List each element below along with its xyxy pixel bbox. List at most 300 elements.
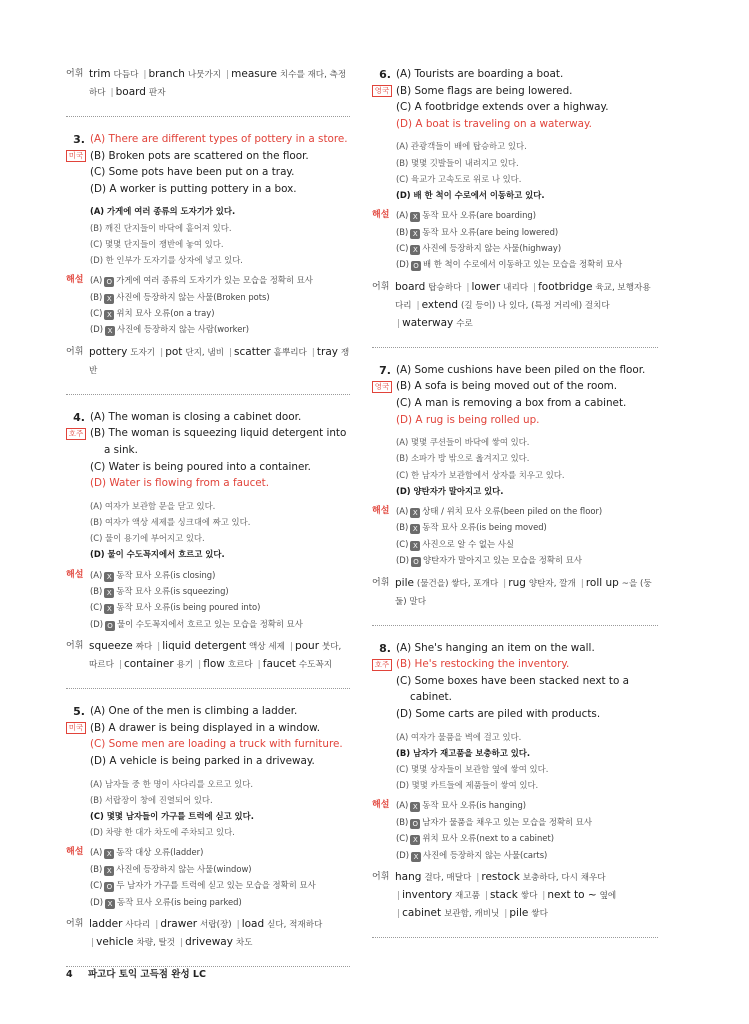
vocab-term: lower	[471, 280, 501, 293]
vocab-term: flow	[203, 658, 225, 671]
vocab-term: branch	[148, 68, 185, 80]
explanation-line	[396, 240, 658, 256]
page-number: 4	[66, 969, 73, 980]
translation: (D) 몇몇 카트들에 제품들이 쌓여 있다.	[396, 780, 539, 791]
explanation-text: 동작 묘사 오류(is being moved)	[422, 522, 547, 533]
vocab-separator: |	[397, 317, 401, 329]
vocab-separator: |	[397, 890, 401, 902]
question-block	[372, 66, 658, 333]
question-options	[66, 703, 350, 769]
option: (B) The woman is squeezing liquid detergent into a sink.	[90, 427, 347, 456]
vocab-term: squeeze	[89, 640, 133, 653]
explanation-lines	[396, 797, 658, 863]
option: (B) Broken pots are scattered on the floor.	[90, 149, 309, 162]
explanation-head: 해설	[66, 569, 84, 580]
vocab-separator: |	[542, 890, 546, 902]
vocab-head: 어휘	[372, 281, 390, 292]
vocab-term: pile	[395, 576, 414, 589]
vocab-body	[395, 575, 658, 611]
explanation-option: (D)	[396, 259, 409, 270]
question-block	[66, 131, 350, 380]
vocab-separator: |	[160, 346, 164, 358]
translation: (D) 한 인부가 도자기를 상자에 넣고 있다.	[90, 254, 243, 265]
answer-option: (D) A rug is being rolled up.	[396, 413, 540, 426]
vocab-meaning: 탑승하다	[428, 282, 462, 293]
wrong-mark-icon: X	[410, 508, 420, 518]
vocab-term: hang	[395, 871, 422, 884]
explanation-text: 위치 묘사 오류(on a tray)	[116, 308, 215, 318]
translation-list	[90, 776, 350, 841]
explanation-line	[90, 894, 350, 910]
translation: (B) 소파가 방 밖으로 옮겨지고 있다.	[396, 453, 530, 464]
explanation-option: (D)	[90, 618, 103, 629]
wrong-mark-icon: X	[104, 866, 114, 876]
vocab-separator: |	[580, 577, 584, 589]
question-vocab	[66, 638, 350, 674]
option-list	[90, 703, 350, 769]
vocab-term: container	[123, 658, 174, 671]
explanation-option: (D)	[396, 849, 409, 860]
correct-mark-icon: O	[410, 819, 420, 829]
divider	[66, 688, 350, 689]
vocab-term: pour	[294, 640, 320, 653]
explanation-text: 동작 묘사 오류(are being lowered)	[422, 226, 559, 237]
translation: (A) 남자들 중 한 명이 사다리를 오르고 있다.	[90, 778, 254, 789]
explanation-option: (C)	[90, 602, 103, 613]
explanation-option: (A)	[90, 275, 103, 286]
vocab-meaning: 치수를 재다, 측정하다	[89, 70, 347, 98]
vocab-meaning: 액상 세제	[248, 642, 285, 653]
vocab-term: restock	[481, 871, 520, 884]
explanation-text: 사진으로 알 수 없는 사실	[422, 538, 514, 549]
question-number: 3.	[73, 133, 85, 146]
explanation-text: 두 남자가 가구를 트럭에 싣고 있는 모습을 정확히 묘사	[116, 880, 316, 891]
explanation-option: (D)	[90, 896, 103, 907]
wrong-mark-icon: X	[410, 835, 420, 845]
explanation-text: 동작 묘사 오류(is closing)	[116, 569, 216, 580]
vocab-head: 어휘	[372, 577, 390, 588]
vocab-meaning: 도자기	[130, 347, 156, 358]
vocab-term: pile	[509, 907, 529, 920]
vocab-separator: |	[466, 281, 470, 293]
explanation-text: 사진에 등장하지 않는 사물(highway)	[422, 243, 562, 253]
wrong-mark-icon: X	[105, 326, 115, 336]
vocab-meaning: 차량, 탈것	[136, 938, 176, 949]
vocab-term: next to ~	[547, 889, 597, 902]
vocab-separator: |	[484, 890, 488, 902]
translation-list	[396, 138, 658, 203]
explanation-option: (B)	[90, 586, 103, 596]
vocab-meaning: ~을 (둥둘) 말다	[395, 578, 652, 607]
explanation-text: 남자가 물품을 채우고 있는 모습을 정확히 묘사	[422, 816, 592, 827]
vocab-term: measure	[231, 68, 277, 80]
vocab-separator: |	[180, 937, 184, 949]
vocab-term: liquid detergent	[162, 640, 247, 653]
explanation-text: 사진에 등장하지 않는 사물(window)	[116, 863, 252, 874]
translation: (B) 깨진 단지들이 바닥에 흩어져 있다.	[90, 222, 232, 233]
accent-badge: 영국	[372, 381, 392, 393]
wrong-mark-icon: X	[410, 524, 420, 534]
option: (B) A drawer is being displayed in a window.	[90, 721, 321, 734]
vocab-head: 어휘	[66, 641, 84, 652]
question-vocab	[66, 916, 350, 952]
explanation-head: 해설	[66, 847, 84, 858]
vocab-body	[89, 916, 350, 952]
vocab-term: waterway	[402, 316, 454, 329]
explanation-line	[396, 503, 658, 519]
correct-mark-icon: O	[104, 277, 114, 287]
answer-option: (D) A boat is traveling on a waterway.	[396, 117, 592, 130]
translation: (C) 물이 용기에 부어지고 있다.	[90, 533, 205, 544]
explanation-line	[396, 552, 658, 568]
vocab-meaning: (물건을) 쌓다, 포개다	[416, 578, 499, 589]
explanation-text: 물이 수도꼭지에서 흐르고 있는 모습을 정확히 묘사	[116, 618, 303, 629]
explanation-option: (D)	[90, 324, 103, 335]
explanation-option: (B)	[396, 226, 409, 237]
explanation-line	[90, 599, 350, 615]
vocab-meaning: 판자	[148, 88, 166, 98]
option: (A) Tourists are boarding a boat.	[396, 68, 564, 80]
translation: (B) 남자가 재고품을 보충하고 있다.	[396, 747, 531, 758]
vocab-meaning: 다듬다	[113, 70, 139, 80]
translation-list	[396, 434, 658, 499]
explanation-line	[90, 305, 350, 321]
explanation-line	[90, 616, 350, 632]
vocab-term: tray	[316, 345, 338, 358]
option: (C) Some boxes have been stacked next to a cabinet.	[396, 674, 630, 704]
option-list	[396, 66, 658, 132]
page-footer	[66, 966, 206, 980]
vocab-separator: |	[118, 659, 122, 671]
explanation-text: 위치 묘사 오류(next to a cabinet)	[422, 833, 554, 844]
explanation-text: 동작 묘사 오류(are boarding)	[422, 210, 537, 221]
divider	[372, 625, 658, 626]
vocab-meaning: 육교, 보행자용 다리	[395, 282, 651, 311]
vocab-meaning: 차도	[235, 938, 253, 949]
option: (D) A vehicle is being parked in a driveway.	[90, 755, 315, 767]
explanation-lines	[396, 503, 658, 569]
vocab-term: scatter	[234, 345, 271, 358]
answer-option: (C) Some men are loading a truck with furniture.	[90, 738, 343, 751]
wrong-mark-icon: X	[104, 604, 114, 614]
explanation-lines	[396, 207, 658, 273]
translation: (A) 관광객들이 배에 탑승하고 있다.	[396, 141, 527, 152]
vocab-term: rug	[508, 576, 526, 589]
vocab-head: 어휘	[66, 69, 84, 79]
vocab-body	[395, 869, 658, 923]
vocab-separator: |	[155, 919, 159, 931]
option-list	[396, 362, 658, 428]
question-number: 4.	[73, 410, 85, 424]
question-vocab	[66, 344, 350, 380]
vocab-term: stack	[489, 889, 518, 902]
wrong-mark-icon: X	[410, 229, 420, 239]
question-number: 5.	[73, 705, 85, 719]
wrong-mark-icon: X	[104, 572, 114, 582]
vocab-meaning: 흩뿌리다	[273, 347, 307, 358]
right-column	[372, 66, 658, 952]
vocab-separator: |	[157, 641, 161, 653]
explanation-text: 사진에 등장하지 않는 사물(carts)	[422, 849, 548, 860]
explanation-line	[90, 567, 350, 583]
vocab-meaning: 서랍(장)	[200, 920, 232, 931]
explanation-lines	[90, 272, 350, 338]
wrong-mark-icon: X	[104, 294, 114, 304]
explanation-option: (A)	[396, 210, 409, 221]
vocab-separator: |	[110, 87, 114, 98]
vocab-separator: |	[504, 908, 508, 920]
option: (A) The woman is closing a cabinet door.	[90, 410, 302, 423]
question-options	[66, 131, 350, 197]
explanation-line	[396, 847, 658, 863]
vocab-separator: |	[503, 577, 507, 589]
wrong-mark-icon: X	[410, 541, 420, 551]
vocab-meaning: 재고품	[455, 891, 480, 902]
translation: (C) 몇몇 상자들이 보관함 옆에 쌓여 있다.	[396, 764, 549, 774]
vocab-meaning: (길 등이) 나 있다, (특정 거리에) 걸치다	[460, 300, 610, 311]
divider	[66, 116, 350, 117]
explanation-text: 동작 묘사 오류(is being parked)	[116, 896, 242, 907]
explanation-line	[396, 536, 658, 552]
explanation-head: 해설	[372, 506, 390, 516]
explanation-option: (B)	[396, 522, 409, 533]
vocab-term: cabinet	[402, 907, 442, 920]
explanation-option: (C)	[396, 538, 409, 549]
vocab-meaning: 보관함, 캐비닛	[444, 909, 500, 920]
explanation-option: (A)	[90, 569, 103, 580]
vocab-head: 어휘	[66, 346, 84, 357]
explanation-line	[396, 256, 658, 272]
explanation-line	[396, 830, 658, 846]
explanation-line	[90, 289, 350, 305]
vocab-term: board	[115, 86, 146, 98]
option: (A) One of the men is climbing a ladder.	[90, 705, 298, 718]
translation: (B) 여자가 액상 세제를 싱크대에 짜고 있다.	[90, 516, 251, 527]
vocab-term: roll up	[585, 576, 619, 589]
question-block	[372, 362, 658, 611]
question-number: 8.	[379, 641, 391, 655]
vocab-term: load	[241, 918, 265, 931]
explanation	[372, 503, 658, 569]
wrong-mark-icon: X	[104, 588, 114, 598]
vocab-term: inventory	[402, 889, 453, 902]
vocab-term: drawer	[160, 918, 198, 931]
vocab-meaning: 수도꼭지	[298, 660, 333, 671]
divider	[372, 347, 658, 348]
explanation-text: 동작 묘사 오류(is hanging)	[422, 800, 527, 811]
translation: (D) 물이 수도꼭지에서 흐르고 있다.	[90, 549, 225, 560]
vocab-meaning: 쌓다	[520, 891, 538, 902]
explanation	[66, 567, 350, 633]
translation: (A) 여자가 물품을 벽에 걸고 있다.	[396, 731, 522, 742]
vocab-term: board	[395, 280, 426, 293]
wrong-mark-icon: X	[104, 310, 114, 320]
explanation-option: (B)	[90, 863, 103, 874]
explanation-line	[396, 207, 658, 223]
correct-mark-icon: O	[105, 621, 115, 631]
vocab-separator: |	[476, 872, 480, 884]
explanation-option: (C)	[90, 308, 103, 318]
vocab-separator: |	[397, 908, 401, 920]
option: (D) A worker is putting pottery in a box.	[90, 182, 297, 195]
explanation-option: (C)	[396, 243, 409, 253]
vocab-separator: |	[311, 346, 315, 358]
explanation-lines	[90, 567, 350, 633]
accent-badge: 미국	[66, 722, 86, 734]
vocab-meaning: 용기	[176, 660, 194, 671]
vocab-head: 어휘	[372, 872, 390, 883]
question-number: 7.	[379, 363, 391, 377]
translation: (C) 육교가 고속도로 위로 나 있다.	[396, 173, 522, 184]
option: (B) A sofa is being moved out of the room.	[396, 380, 618, 393]
translation: (B) 서랍장이 창에 진열되어 있다.	[90, 794, 213, 805]
explanation-option: (A)	[90, 847, 103, 858]
translation: (A) 가게에 여러 종류의 도자기가 있다.	[90, 206, 236, 217]
explanation-option: (A)	[396, 506, 409, 516]
vocab-meaning: 걸다, 매달다	[424, 873, 472, 884]
translation-list	[90, 203, 350, 268]
explanation-option: (B)	[90, 291, 103, 302]
wrong-mark-icon: X	[410, 245, 420, 255]
vocab-meaning: 싣다, 적재하다	[267, 920, 323, 931]
vocab-separator: |	[91, 937, 95, 949]
vocab-meaning: 나뭇가지	[187, 70, 222, 80]
question-vocab	[372, 279, 658, 333]
explanation-line	[396, 797, 658, 813]
vocab-meaning: 사다리	[125, 920, 151, 931]
translation: (B) 몇몇 깃발들이 내려지고 있다.	[396, 157, 519, 168]
explanation-text: 동작 대상 오류(ladder)	[116, 847, 204, 858]
answer-option: (B) He's restocking the inventory.	[396, 658, 570, 671]
translation-list	[90, 498, 350, 563]
option: (C) A footbridge extends over a highway.	[396, 101, 609, 114]
correct-mark-icon: O	[104, 882, 114, 892]
explanation-lines	[90, 844, 350, 910]
accent-badge: 미국	[66, 150, 86, 162]
vocab-separator: |	[226, 69, 230, 80]
vocab-meaning: 내리다	[503, 282, 529, 293]
option: (C) Some pots have been put on a tray.	[90, 166, 295, 179]
explanation	[66, 272, 350, 338]
explanation-text: 동작 묘사 오류(is squeezing)	[116, 586, 229, 596]
question-vocab	[372, 575, 658, 611]
explanation-head: 해설	[66, 275, 84, 286]
vocab-separator: |	[236, 919, 240, 931]
explanation-line	[90, 583, 350, 599]
translation: (D) 차량 한 대가 차도에 주차되고 있다.	[90, 827, 235, 838]
explanation-text: 사진에 등장하지 않는 사물(Broken pots)	[116, 291, 270, 302]
correct-mark-icon: O	[411, 261, 421, 271]
explanation-option: (C)	[90, 880, 103, 891]
vocab-term: trim	[89, 68, 111, 80]
explanation-option: (A)	[396, 800, 409, 811]
question-options	[372, 66, 658, 132]
explanation-head: 해설	[372, 210, 390, 221]
vocab-head: 어휘	[66, 919, 84, 930]
option: (A) She's hanging an item on the wall.	[396, 641, 595, 654]
explanation-option: (C)	[396, 833, 409, 844]
option: (D) Some carts are piled with products.	[396, 708, 601, 720]
top-vocab	[66, 66, 350, 102]
explanation-line	[90, 861, 350, 877]
explanation	[372, 797, 658, 863]
vocab-body	[395, 279, 658, 333]
question-options	[66, 409, 350, 492]
translation: (D) 배 한 척이 수로에서 이동하고 있다.	[396, 189, 545, 200]
vocab-meaning: 양탄자, 깔개	[528, 578, 576, 589]
translation: (A) 여자가 보관함 문을 닫고 있다.	[90, 500, 216, 511]
question-number: 6.	[379, 68, 391, 81]
wrong-mark-icon: X	[410, 802, 420, 812]
explanation-line	[90, 877, 350, 893]
vocab-separator: |	[228, 346, 233, 358]
accent-badge: 영국	[372, 85, 392, 97]
translation: (A) 몇몇 쿠션들이 바닥에 쌓여 있다.	[396, 437, 530, 448]
vocab-term: extend	[421, 298, 459, 311]
left-column	[66, 66, 350, 981]
translation: (C) 몇몇 남자들이 가구를 트럭에 싣고 있다.	[90, 811, 254, 821]
explanation	[66, 844, 350, 910]
vocab-meaning: 보충하다, 다시 채우다	[522, 873, 606, 884]
explanation-text: 가게에 여러 종류의 도자기가 있는 모습을 정확히 묘사	[116, 275, 313, 286]
vocab-term: vehicle	[96, 936, 134, 949]
option-list	[90, 409, 350, 492]
vocab-meaning: 옆에	[599, 891, 617, 902]
vocab-separator: |	[532, 281, 537, 293]
question-options	[372, 362, 658, 428]
question-options	[372, 640, 658, 723]
option: (C) A man is removing a box from a cabinet.	[396, 397, 627, 409]
vocab-meaning: 흐르다	[227, 660, 253, 671]
vocab-separator: |	[257, 659, 261, 671]
translation-list	[396, 729, 658, 794]
explanation-line	[90, 844, 350, 860]
explanation-line	[396, 519, 658, 535]
vocab-separator: |	[289, 641, 293, 653]
option-list	[396, 640, 658, 723]
divider	[66, 394, 350, 395]
vocab-meaning: 쌓다	[531, 909, 548, 920]
wrong-mark-icon: X	[105, 899, 115, 909]
explanation-line	[90, 272, 350, 288]
vocab-meaning: 단지, 냄비	[185, 347, 224, 358]
question-block	[372, 640, 658, 923]
explanation-text: 사진에 등장하지 않는 사람(worker)	[116, 324, 250, 335]
vocab-body	[89, 66, 350, 102]
explanation-text: 동작 묘사 오류(is being poured into)	[116, 602, 261, 613]
explanation-option: (B)	[396, 816, 409, 827]
option: (B) Some flags are being lowered.	[396, 84, 573, 97]
translation: (C) 몇몇 단지들이 쟁반에 놓여 있다.	[90, 238, 224, 249]
accent-badge: 호주	[372, 659, 392, 671]
explanation-text: 상태 / 위치 묘사 오류(been piled on the floor)	[422, 506, 603, 516]
vocab-term: faucet	[262, 658, 296, 671]
vocab-term: pottery	[89, 345, 128, 358]
correct-mark-icon: O	[411, 557, 421, 567]
vocab-term: driveway	[185, 936, 233, 949]
wrong-mark-icon: X	[104, 849, 114, 859]
vocab-term: pot	[165, 345, 183, 358]
answer-option: (D) Water is flowing from a faucet.	[90, 477, 270, 490]
translation: (C) 한 남자가 보관함에서 상자를 치우고 있다.	[396, 469, 565, 480]
wrong-mark-icon: X	[410, 212, 420, 222]
vocab-meaning: 쟁반	[89, 347, 350, 376]
vocab-body	[89, 638, 350, 674]
question-block	[66, 703, 350, 952]
answer-option: (A) There are different types of pottery in a store.	[90, 133, 348, 145]
book-title: 파고다 토익 고득점 완성 LC	[87, 969, 206, 980]
explanation-line	[396, 814, 658, 830]
